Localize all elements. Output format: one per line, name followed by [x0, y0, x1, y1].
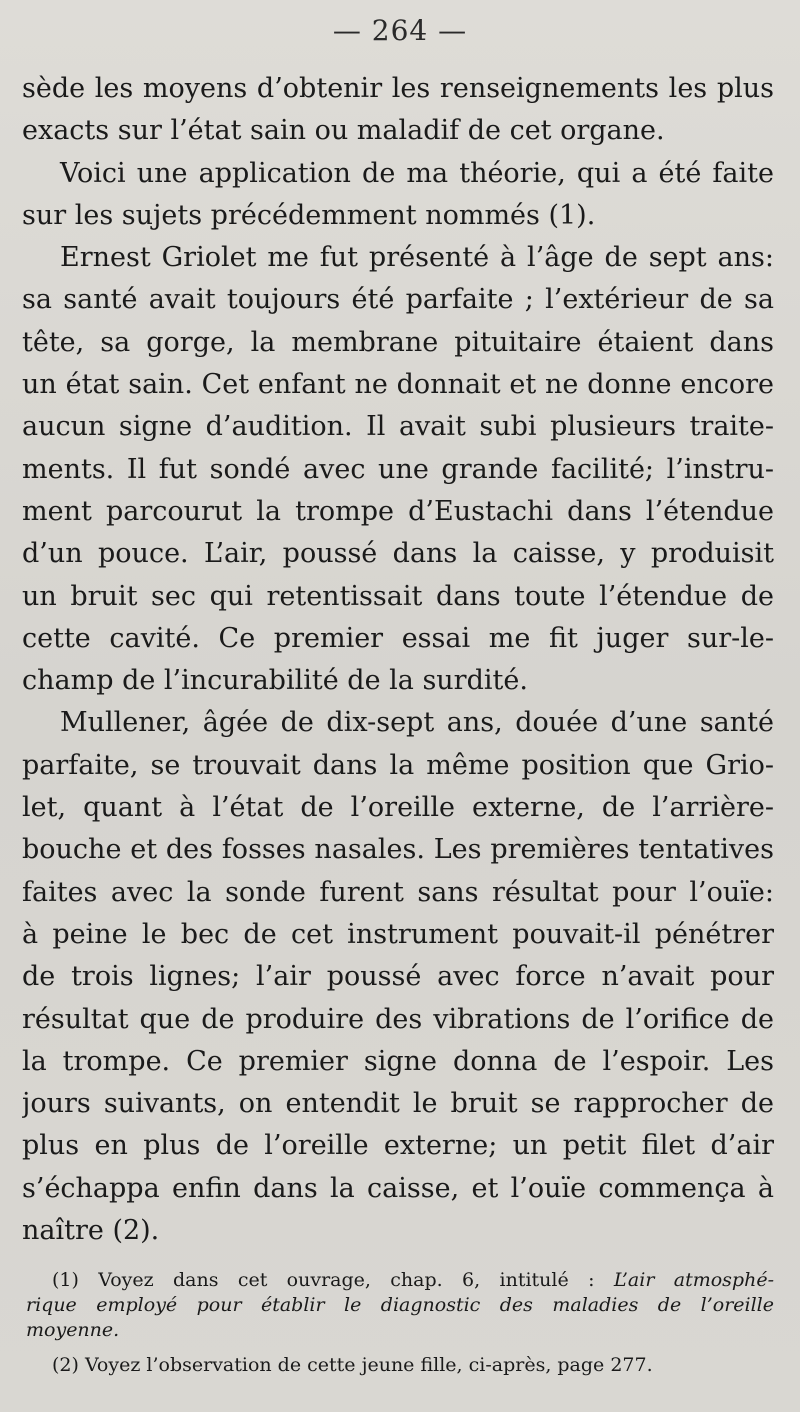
text-line: parfaite, se trouvait dans la même position que Grio- [22, 749, 774, 781]
text-line: un bruit sec qui retentissait dans toute l’étendue de [22, 580, 774, 612]
text-line: bouche et des fosses nasales. Les premières tentatives [22, 834, 774, 866]
footnote-1-plain-text: (1) Voyez dans cet ouvrage, chap. 6, intitulé : [52, 1269, 614, 1291]
text-line: exacts sur l’état sain ou maladif de cet organe. [22, 115, 665, 147]
footnote-1-line-3: moyenne. [26, 1319, 120, 1341]
text-line: résultat que de produire des vibrations de l’orifice de [22, 1003, 774, 1035]
text-line: de trois lignes; l’air poussé avec force n’avait pour [22, 961, 774, 993]
text-line: un état sain. Cet enfant ne donnait et ne donne encore [22, 369, 774, 401]
text-line: naître (2). [22, 1215, 160, 1247]
text-line: faites avec la sonde furent sans résultat pour l’ouïe: [22, 876, 774, 908]
text-line: à peine le bec de cet instrument pouvait-il pénétrer [22, 918, 774, 950]
page-number: — 264 — [332, 14, 468, 47]
footnotes [26, 1268, 774, 1378]
footnote-1-line-2: rique employé pour établir le diagnostic des maladies de l’oreille [26, 1294, 774, 1316]
text-line: jours suivants, on entendit le bruit se rapprocher de [22, 1088, 774, 1120]
text-line: d’un pouce. L’air, poussé dans la caisse, y produisit [22, 538, 774, 570]
text-line: ment parcourut la trompe d’Eustachi dans l’étendue [22, 495, 774, 527]
text-line: sur les sujets précédemment nommés (1). [22, 199, 596, 231]
text-line: champ de l’incurabilité de la surdité. [22, 665, 528, 697]
text-line: aucun signe d’audition. Il avait subi plusieurs traite- [22, 411, 774, 443]
text-line: let, quant à l’état de l’oreille externe, de l’arrière- [22, 792, 774, 824]
text-line: sa santé avait toujours été parfaite ; l’extérieur de sa [22, 284, 774, 316]
text-line: Mullener, âgée de dix-sept ans, douée d’une santé [60, 707, 774, 739]
text-line: la trompe. Ce premier signe donna de l’espoir. Les [22, 1045, 774, 1077]
text-line: Ernest Griolet me fut présenté à l’âge de sept ans: [60, 242, 774, 274]
text-line: plus en plus de l’oreille externe; un petit filet d’air [22, 1130, 774, 1162]
text-line: sède les moyens d’obtenir les renseignements les plus [22, 73, 774, 104]
text-line: tête, sa gorge, la membrane pituitaire étaient dans [22, 326, 774, 358]
footnote-1-line-1 [52, 1268, 774, 1293]
text-line: s’échappa enfin dans la caisse, et l’ouïe commença à [22, 1172, 774, 1204]
footnote-2: (2) Voyez l’observation de cette jeune fille, ci-après, page 277. [52, 1354, 653, 1376]
text-line: ments. Il fut sondé avec une grande facilité; l’instru- [22, 453, 774, 485]
text-line: Voici une application de ma théorie, qui a été faite [60, 157, 774, 189]
body-text [22, 68, 774, 1252]
text-line: cette cavité. Ce premier essai me fit juger sur-le- [22, 622, 774, 654]
footnote-1-italic-text: L’air atmosphé- [613, 1269, 774, 1291]
